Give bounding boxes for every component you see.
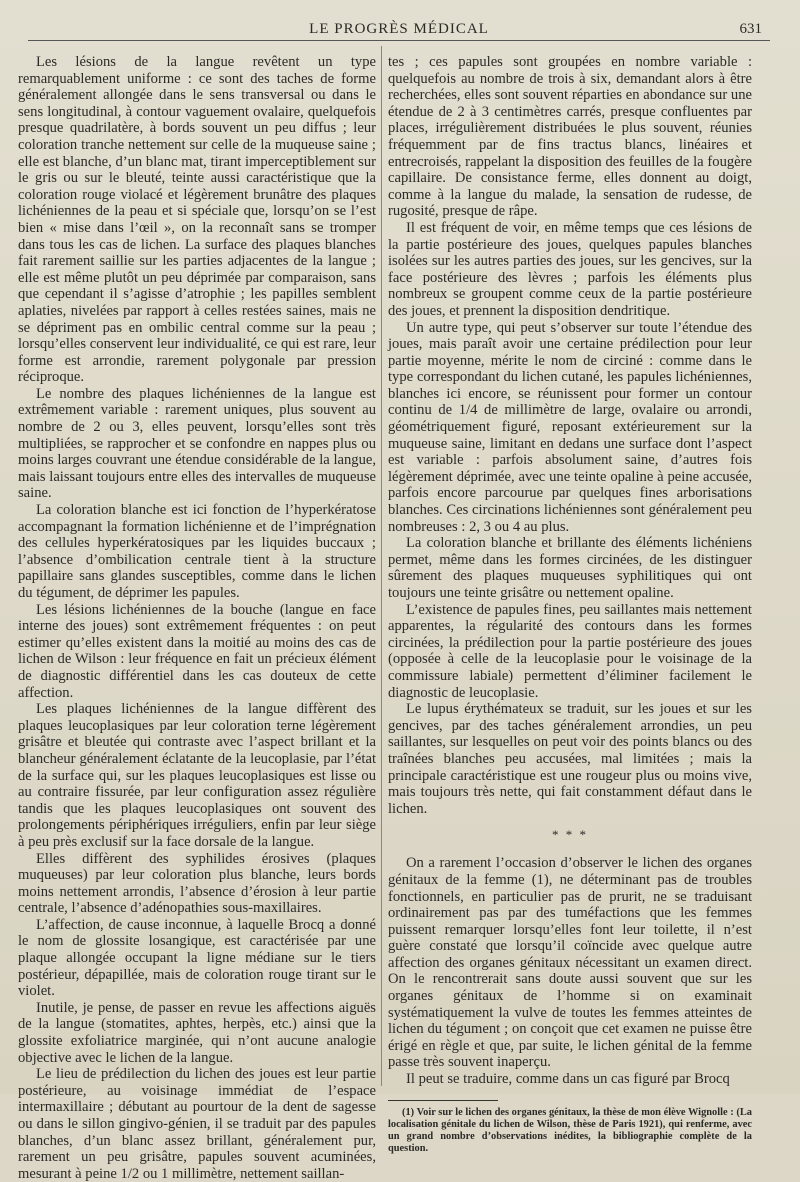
- page-number: 631: [739, 21, 762, 37]
- paragraph: Le nombre des plaques lichéniennes de la langue est extrêmement variable : rarement uniques, plus souvent au nombre de 2 ou 3, elles peuvent, lorsqu’elles sont très multipliées, se rapprocher et se confondre en nappes plus ou moins larges couvrant une étendue considérable de la langue, mais laissant toujours entre elles des intervalles de muqueuse saine.: [18, 385, 376, 502]
- paragraph: tes ; ces papules sont groupées en nombre variable : quelquefois au nombre de trois à six, demandant alors à être recherchées, elles sont souvent réparties en abondance sur une étendue de 2 à 3 centimètres carrés, presque confluentes par places, irrégulièrement distribuées le plus souvent, réunies fréquemment par de fins tractus blancs, linéaires et entrecroisés, rappelant la disposition des feuilles de la fougère capillaire. De consistance ferme, elles donnent au doigt, comme à la langue du malade, la sensation de rudesse, de rugosité, presque de râpe.: [388, 54, 752, 220]
- paragraph: Un autre type, qui peut s’observer sur toute l’étendue des joues, mais paraît avoir une certaine prédilection pour leur partie moyenne, mérite le nom de circiné : comme dans le type correspondant du lichen cutané, les papules lichéniennes, blanches ici encore, se réunissent pour former un contour continu de 1/4 de millimètre de large, ovalaire ou arrondi, géométriquement figuré, reposant extérieurement sur la muqueuse saine, limitant en dedans une surface dont l’aspect est variable : parfois absolument saine, d’autres fois légèrement déprimée, avec une teinte opaline à peine accusée, parfois encore parcourue par quelques fines arborisations blanches. Ces circinations lichéniennes sont généralement peu nombreuses : 2, 3 ou 4 au plus.: [388, 319, 752, 535]
- paragraph: L’existence de papules fines, peu saillantes mais nettement apparentes, la régularité des contours dans les formes circinées, la prédilection pour la partie postérieure des joues (opposée à celle de la leucoplasie pour le voisinage de la commissure labiale) permettent d’éliminer facilement le diagnostic de leucoplasie.: [388, 601, 752, 701]
- paragraph: La coloration blanche et brillante des éléments lichéniens permet, même dans les formes circinées, de les distinguer sûrement des plaques muqueuses syphilitiques qui ont toujours une teinte grisâtre ou nettement opaline.: [388, 535, 752, 601]
- paragraph: Les plaques lichéniennes de la langue diffèrent des plaques leucoplasiques par leur coloration terne légèrement grisâtre et bleutée qui contraste avec l’aspect brillant et la blancheur généralement éclatante de la leucoplasie, par l’état de la surface qui, sur les plaques leucoplasiques est lisse ou au contraire fissurée, par leur configuration assez régulière tandis que les plaques leucoplasiques ont souvent des prolongements périphériques irréguliers, enfin par leur siège à peu près exclusif sur la face dorsale de la langue.: [18, 701, 376, 850]
- paragraph: Elles diffèrent des syphilides érosives (plaques muqueuses) par leur coloration plus blanche, leurs bords moins nettement arrondis, l’absence d’érosion à leur partie centrale, l’absence d’adénopathies sous-maxillaires.: [18, 850, 376, 917]
- paragraph: Le lupus érythémateux se traduit, sur les joues et sur les gencives, par des taches généralement arrondies, un peu saillantes, sur lesquelles on peut voir des points blancs ou des traînées blanches peu accusées, mal limitées ; mais la principale caractéristique est une rougeur plus ou moins vive, mais toujours très nette, qui fait constamment défaut dans le lichen.: [388, 701, 752, 817]
- paragraph: Le lieu de prédilection du lichen des joues est leur partie postérieure, au voisinage immédiat de l’espace intermaxillaire ; débutant au pourtour de la dent de sagesse ou dans le sillon gingivo-génien, il se traduit par des papules blanches, d’un blanc assez brillant, généralement pur, rarement un peu grisâtre, papules souvent acuminées, mesurant à peine 1/2 ou 1 millimètre, nettement saillan-: [18, 1066, 376, 1182]
- footnote: (1) Voir sur le lichen des organes génitaux, la thèse de mon élève Wignolle : (La localisation génitale du lichen de Wilson, thèse de Paris 1921), qui renferme, avec un grand nombre d’observations inédites, la bibliographie complète de la question.: [388, 1106, 752, 1154]
- paragraph: On a rarement l’occasion d’observer le lichen des organes génitaux de la femme (1), ne déterminant pas de troubles fonctionnels, en particulier pas de prurit, ne se traduisant ordinairement pas par des tuméfactions que les femmes puissent remarquer lorsqu’elles font leur toilette, il n’est guère constaté que lorsqu’il coïncide avec quelque autre affection des organes génitaux nécessitant un examen direct. On le rencontrerait sans doute aussi souvent que sur les organes génitaux de l’homme si on examinait systématiquement la vulve de toutes les femmes atteintes de lichen du tégument ; on conçoit que cet examen ne puisse être érigé en règle et que, par suite, le lichen génital de la femme passe très souvent inaperçu.: [388, 855, 752, 1071]
- paragraph: L’affection, de cause inconnue, à laquelle Brocq a donné le nom de glossite losangique, est caractérisée par une plaque allongée occupant la ligne médiane sur le tiers postérieur, dépapillée, mais de coloration rouge tirant sur le violet.: [18, 916, 376, 1000]
- running-header: [28, 18, 770, 41]
- paragraph: Il est fréquent de voir, en même temps que ces lésions de la partie postérieure des joues, quelques papules blanches isolées sur les autres parties des joues, sur les gencives, sur la face postérieure des lèvres ; parfois les éléments plus nombreux se groupent comme ceux de la partie postérieure des joues, et prennent la disposition dendritique.: [388, 219, 752, 319]
- column-divider: [381, 46, 382, 1086]
- paragraph: Les lésions de la langue revêtent un type remarquablement uniforme : ce sont des taches de forme généralement allongée dans le sens transversal ou dans le sens longitudinal, à contour vaguement ovalaire, quelquefois presque quadrilatère, à bords souvent un peu diffus ; leur coloration tranche nettement sur celle de la muqueuse saine ; elle est blanche, d’un blanc mat, tirant imperceptiblement sur le gris ou sur le bleuté, teinte aussi caractéristique que la coloration rouge violacé et légèrement brunâtre des plaques lichéniennes de la peau et si spéciale que, lorsqu’on se l’est bien « mise dans l’œil », on la reconnaît sans se tromper dans tous les cas de lichen. La surface des plaques blanches fait rarement saillie sur les parties adjacentes de la langue ; elle est même plutôt un peu déprimée par comparaison, sans que cependant il s’agisse d’atrophie ; les papilles semblent aplaties, nivelées par rapport à celles restées saines, mais ne se dépriment pas en ombilic central comme sur la peau ; lorsqu’elles conservent leur individualité, ce qui est rare, leur forme est arrondie, rarement polygonale par pression réciproque.: [18, 54, 376, 386]
- paragraph: Il peut se traduire, comme dans un cas figuré par Brocq: [406, 1071, 730, 1088]
- paragraph: La coloration blanche est ici fonction de l’hyperkératose accompagnant la formation lichénienne et de l’imprégnation des cellules hyperkératosiques par les liquides buccaux ; l’absence d’ombilication centrale tient à la structure papillaire sans glandes susceptibles, comme dans le lichen du tégument, de déprimer les papules.: [18, 502, 376, 601]
- section-separator: * * *: [552, 827, 588, 843]
- paragraph: Inutile, je pense, de passer en revue les affections aiguës de la langue (stomatites, aphtes, herpès, etc.) ainsi que la glossite exfoliatrice marginée, qui n’ont aucune analogie objective avec le lichen de la langue.: [18, 999, 376, 1066]
- journal-title: LE PROGRÈS MÉDICAL: [309, 21, 489, 37]
- footnote-rule: [388, 1100, 498, 1101]
- left-column: [18, 54, 376, 1182]
- right-column: [388, 54, 752, 1155]
- paragraph: Les lésions lichéniennes de la bouche (langue en face interne des joues) sont extrêmement fréquentes : on peut estimer qu’elles existent dans la moitié au moins des cas de lichen de Wilson : leur fréquence en fait un précieux élément de diagnostic différentiel dans les cas douteux de cette affection.: [18, 601, 376, 701]
